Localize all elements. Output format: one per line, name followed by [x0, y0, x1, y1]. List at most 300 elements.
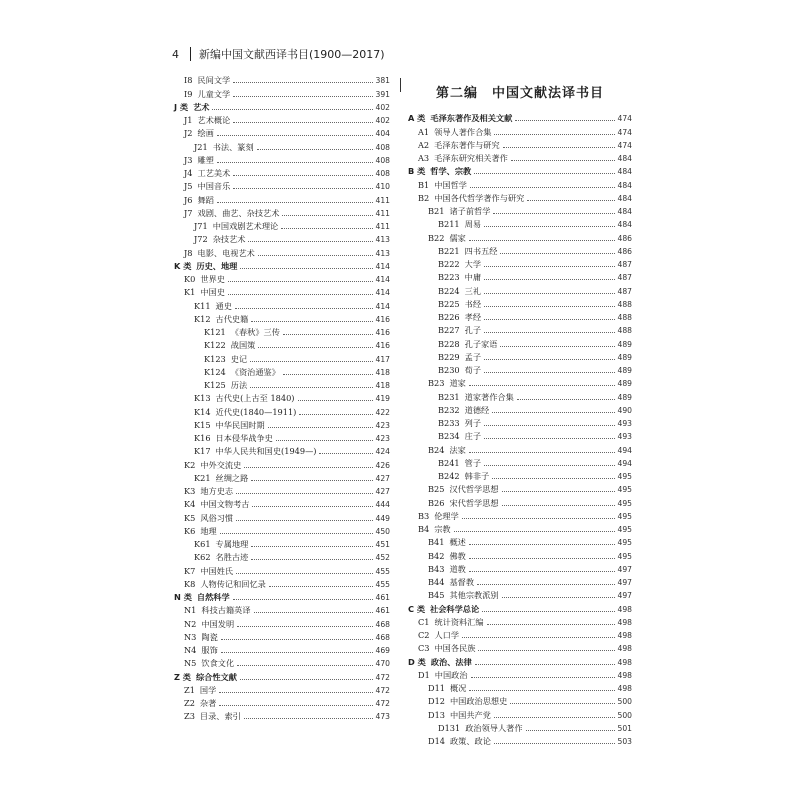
toc-entry-row — [174, 313, 390, 326]
toc-code: B24 — [428, 444, 445, 455]
dot-leader — [469, 571, 615, 572]
toc-page-number: 402 — [375, 116, 390, 125]
toc-code: K61 — [194, 539, 211, 549]
dot-leader — [502, 491, 615, 492]
toc-code: K5 — [184, 512, 196, 523]
dot-leader — [484, 306, 614, 307]
toc-code: K4 — [184, 499, 196, 510]
dot-leader — [237, 626, 372, 627]
toc-code: K14 — [194, 406, 211, 417]
dot-leader — [212, 109, 372, 110]
toc-entry-row — [174, 366, 390, 379]
toc-label: 其他宗教派别 — [449, 590, 499, 601]
toc-label: 孔子 — [464, 325, 482, 336]
toc-page-number: 470 — [375, 659, 390, 669]
toc-label: 政治、法律 — [430, 656, 472, 667]
dot-leader — [298, 400, 373, 401]
dot-leader — [482, 611, 614, 612]
toc-page-number: 484 — [617, 167, 632, 177]
toc-label: 荀子 — [464, 365, 482, 375]
toc-label: 通史 — [215, 300, 232, 311]
toc-page-number: 414 — [375, 301, 390, 311]
column-divider — [400, 78, 401, 92]
toc-entry-row — [408, 311, 632, 324]
dot-leader — [236, 520, 372, 521]
dot-leader — [235, 308, 373, 309]
toc-label: 孔子家语 — [464, 338, 498, 349]
toc-entry-row — [174, 432, 390, 445]
book-title: 新编中国文献西译书目(1900—2017) — [199, 48, 385, 61]
toc-page-number: 490 — [617, 405, 632, 415]
toc-label: 中国哲学 — [434, 179, 467, 190]
toc-code: B44 — [428, 577, 445, 587]
toc-label: 法家 — [449, 444, 466, 455]
toc-code: B 类 — [408, 166, 426, 177]
toc-code: N4 — [184, 645, 197, 655]
toc-page-number: 404 — [375, 129, 390, 139]
toc-page-number: 495 — [617, 498, 632, 508]
toc-code: B1 — [418, 179, 430, 190]
toc-entry-row — [174, 246, 390, 259]
toc-label: 中外交流史 — [200, 459, 242, 470]
toc-page-number: 414 — [375, 261, 390, 271]
toc-label: 道家著作合集 — [464, 391, 514, 402]
toc-code: J72 — [194, 234, 208, 245]
toc-page-number: 414 — [375, 288, 390, 298]
toc-entry-row — [408, 496, 632, 509]
toc-code: J 类 — [174, 101, 189, 112]
toc-entry-row — [408, 404, 632, 417]
toc-entry-row — [408, 510, 632, 523]
toc-category-row — [408, 165, 632, 178]
dot-leader — [484, 465, 614, 466]
dot-leader — [492, 412, 614, 413]
dot-leader — [484, 226, 614, 227]
toc-label: 科技古籍英译 — [201, 605, 251, 616]
dot-leader — [240, 268, 372, 269]
toc-label: 人口学 — [434, 630, 460, 640]
toc-page-number: 422 — [375, 407, 390, 417]
toc-code: K7 — [184, 565, 196, 576]
toc-code: B211 — [438, 219, 460, 230]
dot-leader — [462, 637, 614, 638]
toc-page-number: 489 — [617, 392, 632, 402]
toc-category-row — [408, 655, 632, 668]
toc-code: J6 — [184, 194, 193, 205]
toc-code: B42 — [428, 550, 445, 561]
toc-code: B41 — [428, 537, 445, 548]
toc-entry-row — [408, 735, 632, 748]
toc-code: K21 — [194, 472, 211, 483]
toc-label: 中国各民族 — [434, 643, 476, 654]
toc-entry-row — [408, 629, 632, 642]
dot-leader — [221, 652, 373, 653]
dot-leader — [475, 664, 615, 665]
toc-page-number: 474 — [617, 127, 632, 137]
toc-entry-row — [174, 154, 390, 167]
dot-leader — [283, 334, 373, 335]
toc-entry-row — [408, 443, 632, 456]
dot-leader — [487, 624, 615, 625]
toc-page-number: 381 — [375, 76, 390, 86]
toc-entry-row — [408, 616, 632, 629]
toc-page-number: 493 — [617, 432, 632, 442]
toc-code: K1 — [184, 287, 196, 298]
toc-entry-row — [408, 430, 632, 443]
dot-leader — [276, 440, 373, 441]
dot-leader — [469, 240, 615, 241]
toc-page-number: 497 — [617, 591, 632, 601]
toc-label: 自然科学 — [196, 592, 230, 602]
toc-page-number: 498 — [617, 617, 632, 627]
toc-entry-row — [174, 617, 390, 630]
toc-page-number: 501 — [617, 723, 632, 733]
toc-entry-row — [174, 74, 390, 87]
toc-entry-row — [408, 470, 632, 483]
dot-leader — [462, 518, 615, 519]
toc-code: K2 — [184, 459, 196, 470]
toc-page-number: 484 — [617, 193, 632, 203]
dot-leader — [510, 703, 614, 704]
toc-page-number: 455 — [375, 579, 390, 589]
dot-leader — [244, 467, 372, 468]
toc-label: 中国文物考古 — [200, 499, 250, 510]
dot-leader — [500, 253, 614, 254]
toc-page-number: 495 — [617, 551, 632, 561]
dot-leader — [233, 122, 372, 123]
toc-page-number: 493 — [617, 419, 632, 428]
toc-label: 佛教 — [449, 550, 466, 561]
dot-leader — [484, 319, 614, 320]
toc-label: 政策、政论 — [449, 736, 491, 746]
toc-page-number: 495 — [617, 485, 632, 495]
toc-entry-row — [408, 457, 632, 470]
toc-label: 民间文学 — [197, 75, 231, 86]
toc-entry-row — [174, 379, 390, 392]
toc-page-number: 498 — [617, 684, 632, 693]
toc-code: N3 — [184, 631, 197, 642]
toc-entry-row — [174, 193, 390, 206]
toc-label: 政治领导人著作 — [465, 722, 523, 733]
toc-entry-row — [408, 192, 632, 205]
toc-page-number: 408 — [375, 169, 390, 178]
toc-code: Z3 — [184, 711, 195, 722]
toc-entry-row — [408, 364, 632, 377]
toc-code: D131 — [438, 722, 461, 733]
toc-label: 概况 — [449, 683, 467, 693]
dot-leader — [250, 387, 372, 388]
toc-label: 日本侵华战争史 — [215, 433, 273, 443]
toc-entry-row — [174, 525, 390, 538]
dot-leader — [517, 399, 615, 400]
toc-page-number: 473 — [375, 712, 390, 722]
toc-page-number: 410 — [375, 182, 390, 192]
toc-page-number: 488 — [617, 299, 632, 309]
toc-entry-row — [174, 180, 390, 193]
toc-page-number: 444 — [375, 500, 390, 510]
dot-leader — [500, 346, 614, 347]
toc-code: A 类 — [408, 113, 426, 124]
toc-code: B225 — [438, 298, 460, 309]
toc-entry-row — [174, 631, 390, 644]
toc-code: B232 — [438, 404, 460, 415]
toc-entry-row — [408, 258, 632, 271]
toc-page-number: 450 — [375, 526, 390, 536]
toc-label: 中国发明 — [201, 618, 235, 629]
toc-label: 哲学、宗教 — [430, 166, 472, 177]
toc-code: J71 — [194, 221, 208, 231]
toc-page-number: 416 — [375, 341, 390, 351]
toc-code: J7 — [184, 207, 193, 218]
toc-code: B228 — [438, 338, 460, 349]
toc-page-number: 484 — [617, 180, 632, 190]
dot-leader — [251, 559, 372, 560]
toc-code: I8 — [184, 75, 193, 86]
toc-label: 风俗习惯 — [200, 512, 234, 523]
dot-leader — [251, 321, 372, 322]
toc-entry-row — [174, 644, 390, 657]
toc-code: B4 — [418, 524, 430, 534]
toc-entry-row — [174, 326, 390, 339]
toc-page-number: 418 — [375, 381, 390, 390]
dot-leader — [478, 650, 614, 651]
toc-code: B227 — [438, 325, 460, 336]
toc-code: N5 — [184, 658, 197, 669]
dot-leader — [502, 505, 615, 506]
toc-page-number: 472 — [375, 699, 390, 708]
toc-code: K62 — [194, 552, 211, 563]
dot-leader — [217, 162, 373, 163]
toc-code: C2 — [418, 630, 430, 640]
dot-leader — [484, 359, 614, 360]
toc-code: K123 — [204, 353, 226, 364]
toc-page-number: 494 — [617, 458, 632, 468]
dot-leader — [220, 533, 373, 534]
toc-page-number: 486 — [617, 246, 632, 256]
toc-entry-row — [174, 498, 390, 511]
toc-page-number: 489 — [617, 366, 632, 375]
toc-code: C1 — [418, 616, 430, 627]
toc-code: K8 — [184, 578, 196, 589]
toc-entry-row — [174, 578, 390, 591]
dot-leader — [503, 147, 615, 148]
toc-code: B2 — [418, 192, 430, 203]
dot-leader — [470, 187, 615, 188]
toc-label: 道家 — [449, 378, 466, 389]
toc-label: 中庸 — [464, 272, 482, 283]
dot-leader — [233, 599, 373, 600]
toc-page-number: 427 — [375, 487, 390, 496]
toc-entry-row — [408, 576, 632, 589]
dot-leader — [484, 372, 614, 373]
toc-entry-row — [174, 114, 390, 127]
toc-entry-row — [174, 273, 390, 286]
toc-label: 社会科学总论 — [430, 603, 480, 614]
toc-label: 毛泽东研究相关著作 — [434, 153, 508, 163]
toc-label: 中国姓氏 — [200, 565, 234, 576]
toc-code: J21 — [194, 141, 208, 152]
toc-code: K6 — [184, 525, 196, 536]
dot-leader — [237, 665, 372, 666]
toc-category-row — [174, 591, 390, 604]
toc-code: B43 — [428, 563, 445, 574]
toc-page-number: 455 — [375, 566, 390, 576]
toc-entry-row — [174, 127, 390, 140]
toc-code: B226 — [438, 312, 460, 322]
toc-label: 战国策 — [230, 340, 256, 351]
toc-page-number: 417 — [375, 354, 390, 364]
dot-leader — [469, 558, 615, 559]
toc-label: 史记 — [230, 353, 248, 364]
toc-code: K0 — [184, 274, 196, 284]
toc-label: 儒家 — [449, 232, 466, 243]
dot-leader — [233, 82, 372, 83]
toc-page-number: 452 — [375, 553, 390, 563]
toc-page-number: 474 — [617, 114, 632, 124]
toc-page-number: 487 — [617, 260, 632, 269]
dot-leader — [233, 188, 372, 189]
toc-page-number: 498 — [617, 631, 632, 640]
toc-entry-row — [174, 684, 390, 697]
toc-category-row — [174, 260, 390, 273]
toc-code: B3 — [418, 510, 430, 521]
toc-code: K17 — [194, 446, 211, 457]
toc-entry-row — [174, 167, 390, 180]
toc-page-number: 495 — [617, 525, 632, 534]
toc-entry-row — [408, 231, 632, 244]
toc-code: K13 — [194, 393, 211, 404]
toc-entry-row — [174, 286, 390, 299]
toc-page-number: 497 — [617, 564, 632, 574]
toc-code: K3 — [184, 486, 196, 496]
dot-leader — [252, 506, 372, 507]
toc-page-number: 468 — [375, 619, 390, 629]
dot-leader — [240, 679, 373, 680]
toc-entry-row — [408, 218, 632, 231]
dot-leader — [251, 480, 372, 481]
dot-leader — [228, 281, 373, 282]
toc-category-row — [408, 602, 632, 615]
dot-leader — [283, 374, 373, 375]
toc-label: 统计资料汇编 — [434, 616, 484, 627]
toc-label: 地方史志 — [200, 486, 234, 496]
dot-leader — [233, 96, 372, 97]
toc-entry-row — [408, 284, 632, 297]
toc-code: B223 — [438, 272, 460, 283]
toc-entry-row — [408, 536, 632, 549]
dot-leader — [477, 584, 614, 585]
toc-page-number: 416 — [375, 328, 390, 337]
toc-entry-row — [408, 483, 632, 496]
toc-label: 伦理学 — [434, 510, 459, 521]
dot-leader — [469, 452, 615, 453]
toc-page-number: 487 — [617, 273, 632, 283]
toc-page-number: 498 — [617, 657, 632, 667]
dot-leader — [219, 705, 372, 706]
toc-label: 中国音乐 — [197, 181, 231, 192]
toc-label: 杂技艺术 — [212, 234, 246, 245]
dot-leader — [236, 493, 372, 494]
dot-leader — [484, 293, 614, 294]
toc-entry-row — [174, 419, 390, 432]
dot-leader — [484, 266, 614, 267]
toc-page-number: 487 — [617, 286, 632, 296]
toc-entry-row — [174, 299, 390, 312]
toc-entry-row — [408, 245, 632, 258]
dot-leader — [526, 730, 615, 731]
dot-leader — [299, 414, 372, 415]
toc-right-column — [408, 112, 632, 748]
toc-page-number: 495 — [617, 472, 632, 481]
dot-leader — [268, 427, 373, 428]
toc-page-number: 498 — [617, 604, 632, 614]
toc-label: 列子 — [464, 418, 482, 428]
toc-entry-row — [174, 220, 390, 233]
toc-page-number: 474 — [617, 140, 632, 150]
dot-leader — [228, 294, 373, 295]
toc-code: N 类 — [174, 592, 192, 602]
toc-entry-row — [174, 604, 390, 617]
toc-entry-row — [408, 523, 632, 536]
toc-label: 艺术概论 — [197, 115, 231, 125]
toc-label: 服饰 — [201, 645, 218, 655]
toc-entry-row — [408, 324, 632, 337]
toc-entry-row — [174, 472, 390, 485]
toc-entry-row — [408, 178, 632, 191]
toc-code: B26 — [428, 497, 445, 508]
dot-leader — [282, 215, 372, 216]
toc-page-number: 489 — [617, 352, 632, 362]
toc-page-number: 461 — [375, 606, 390, 616]
toc-entry-row — [174, 538, 390, 551]
toc-label: 中国戏剧艺术理论 — [212, 221, 279, 231]
toc-entry-row — [408, 695, 632, 708]
toc-code: Z1 — [184, 684, 195, 695]
toc-label: 丝绸之路 — [215, 472, 249, 483]
toc-page-number: 414 — [375, 275, 390, 284]
toc-code: B234 — [438, 431, 460, 442]
toc-label: 中国各代哲学著作与研究 — [434, 192, 525, 203]
dot-leader — [474, 173, 614, 174]
toc-label: 汉代哲学思想 — [449, 484, 499, 495]
toc-entry-row — [408, 549, 632, 562]
toc-label: 管子 — [464, 457, 482, 468]
dot-leader — [217, 202, 373, 203]
toc-label: 宗教 — [434, 524, 451, 534]
toc-entry-row — [408, 669, 632, 682]
toc-page-number: 391 — [375, 89, 390, 99]
toc-label: 《春秋》三传 — [230, 327, 280, 337]
toc-page-number: 489 — [617, 339, 632, 349]
dot-leader — [251, 546, 372, 547]
toc-page-number: 484 — [617, 220, 632, 230]
toc-code: B21 — [428, 206, 445, 216]
toc-code: K124 — [204, 366, 226, 377]
toc-entry-row — [174, 657, 390, 670]
toc-left-column — [174, 74, 390, 723]
toc-code: A1 — [418, 126, 430, 137]
toc-code: B242 — [438, 471, 460, 481]
dot-leader — [511, 160, 615, 161]
dot-leader — [494, 134, 614, 135]
toc-label: 地理 — [200, 525, 217, 536]
toc-code: J3 — [184, 154, 193, 165]
toc-label: 艺术 — [193, 101, 210, 112]
dot-leader — [502, 597, 615, 598]
toc-code: K121 — [204, 327, 226, 337]
toc-page-number: 494 — [617, 445, 632, 455]
dot-leader — [484, 279, 614, 280]
